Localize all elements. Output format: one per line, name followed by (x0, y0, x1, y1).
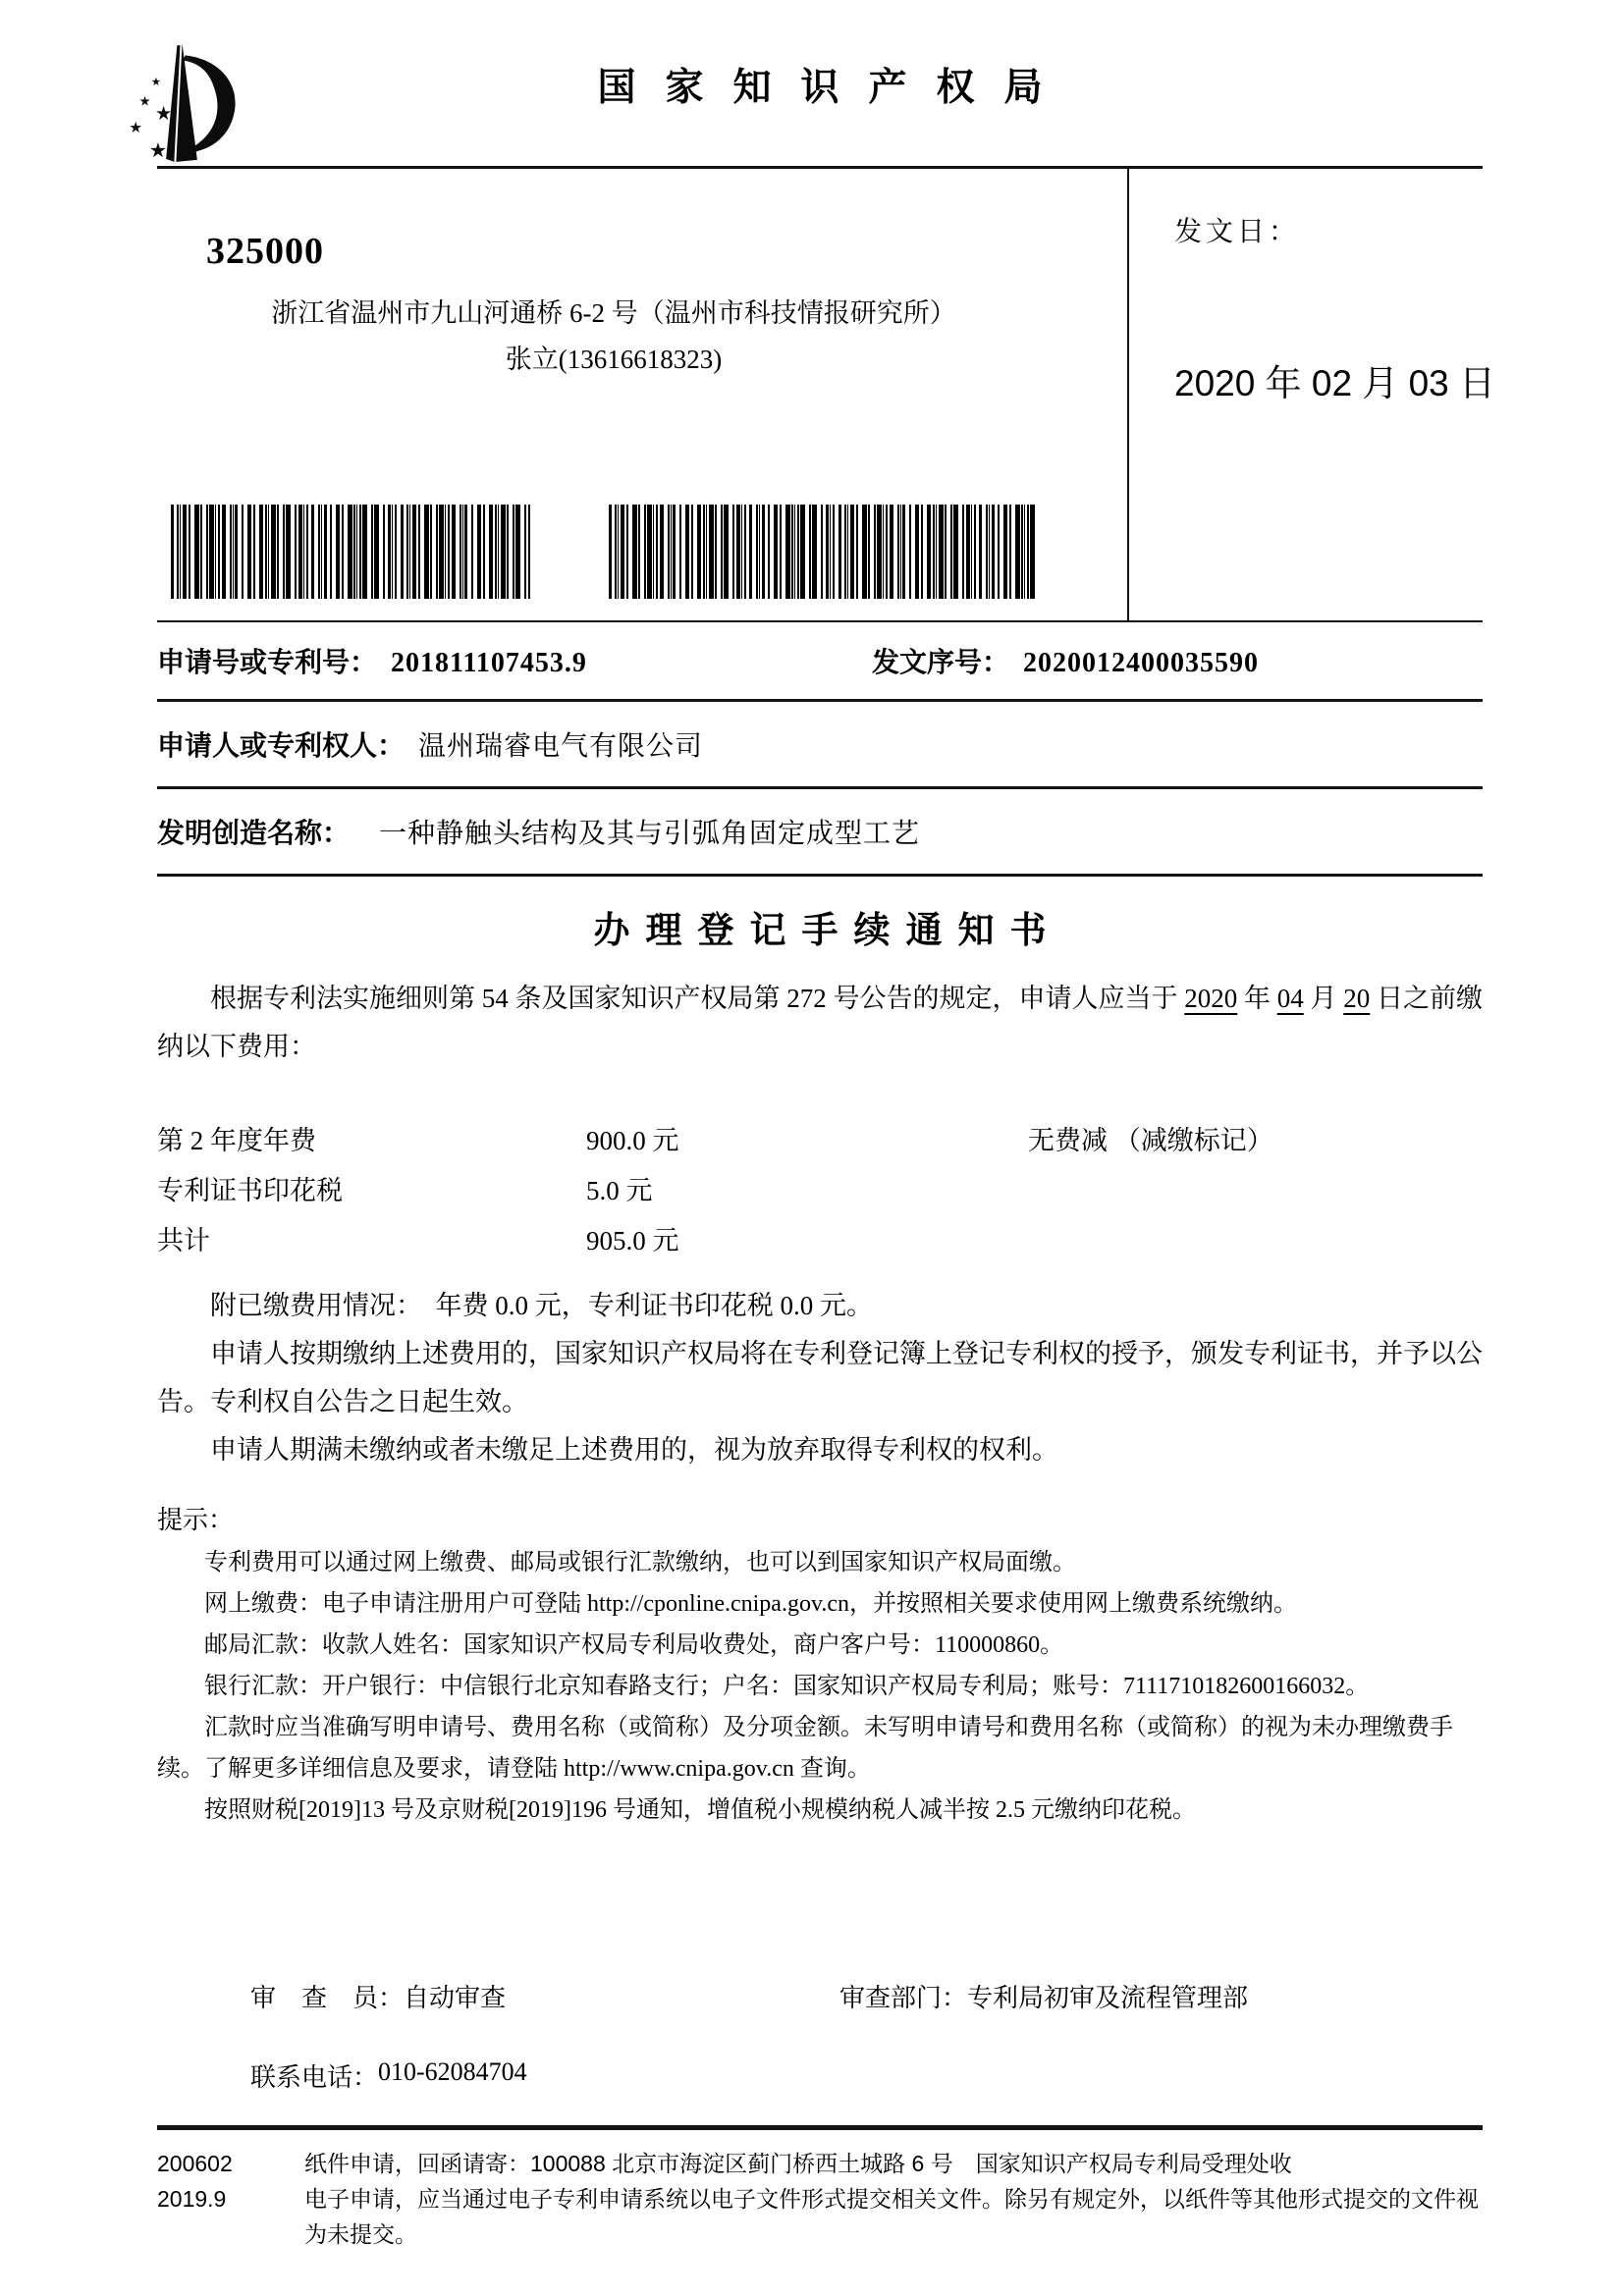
issue-date-value: 2020 年 02 月 03 日 (1174, 363, 1496, 403)
application-number-row (157, 622, 1483, 699)
deadline-paragraph (157, 975, 1483, 1071)
application-number-label: 申请号或专利号： (157, 648, 378, 678)
application-number-value: 201811107453.9 (391, 648, 587, 678)
grant-paragraph: 申请人按期缴纳上述费用的，国家知识产权局将在专利登记簿上登记专利权的授予，颁发专利证书，并予以公告。专利权自公告之日起生效。 (157, 1339, 1483, 1416)
fee-amount: 905.0 元 (586, 1226, 679, 1255)
tip-item: 专利费用可以通过网上缴费、邮局或银行汇款缴纳，也可以到国家知识产权局面缴。 (204, 1550, 1076, 1575)
deadline-text-prefix: 根据专利法实施细则第 54 条及国家知识产权局第 272 号公告的规定，申请人应当于 (210, 984, 1185, 1013)
deadline-day: 20 (1343, 984, 1371, 1013)
applicant-row (157, 702, 1483, 786)
recipient-address: 浙江省温州市九山河通桥 6-2 号（温州市科技情报研究所） (271, 298, 956, 328)
form-version: 2019.9 (157, 2186, 227, 2212)
fee-reduction-note: 无费减 （减缴标记） (1028, 1126, 1273, 1155)
fee-row-annual (157, 1116, 1483, 1166)
serial-number-label: 发文序号： (872, 648, 1010, 678)
recipient-section (157, 169, 1496, 620)
footer-efiling-line: 电子申请，应当通过电子专利申请系统以电子文件形式提交相关文件。除另有规定外，以纸件等其他形式提交的文件视为未提交。 (304, 2186, 1479, 2247)
invention-title-row (157, 789, 1483, 874)
invention-title-label: 发明创造名称： (157, 819, 351, 849)
fee-note (1028, 1166, 1483, 1216)
fee-table (157, 1116, 1483, 1266)
examiner-label: 审 查 员： (250, 1984, 405, 2012)
barcode-right (609, 505, 1039, 599)
review-section (250, 1978, 1483, 2014)
issue-date-box (1127, 169, 1496, 620)
notice-title: 办理登记手续通知书 (593, 911, 1062, 951)
applicant-label: 申请人或专利权人： (157, 731, 406, 762)
fee-name: 第 2 年度年费 (157, 1126, 316, 1155)
fee-note (1028, 1216, 1483, 1266)
deadline-month: 04 (1276, 984, 1304, 1013)
contact-phone-value: 010-62084704 (378, 2057, 527, 2086)
svg-text:★: ★ (138, 93, 151, 109)
section-rule (157, 874, 1483, 877)
recipient-block (157, 169, 1127, 620)
deadline-text-suffix: 之前缴纳以下费用： (157, 984, 1483, 1061)
barcode-left (171, 505, 530, 599)
issue-date-label: 发文日： (1174, 217, 1301, 247)
svg-text:★: ★ (148, 139, 168, 162)
fee-amount: 900.0 元 (586, 1126, 679, 1155)
footer-section (157, 2146, 1483, 2252)
deadline-year-unit: 年 (1237, 984, 1277, 1013)
forfeit-paragraph: 申请人期满未缴纳或者未缴足上述费用的，视为放弃取得专利权的权利。 (210, 1435, 1058, 1465)
invention-title-value: 一种静触头结构及其与引弧角固定成型工艺 (379, 819, 921, 849)
deadline-year: 2020 (1184, 984, 1238, 1013)
svg-text:★: ★ (129, 120, 143, 137)
contact-phone-label: 联系电话： (250, 2063, 379, 2092)
cnipa-logo-icon (110, 39, 252, 165)
tips-list (157, 1542, 1483, 1831)
footer-paper-line: 纸件申请，回函请寄：100088 北京市海淀区蓟门桥西土城路 6 号 国家知识产权局专利局受理处收 (304, 2151, 1292, 2176)
deadline-day-unit: 日 (1370, 984, 1403, 1013)
tip-item: 银行汇款：开户银行：中信银行北京知春路支行；户名：国家知识产权局专利局；账号：7111710182600166032。 (204, 1674, 1370, 1699)
fee-amount: 5.0 元 (586, 1176, 653, 1205)
tip-item: 按照财税[2019]13 号及京财税[2019]196 号通知，增值税小规模纳税人减半按 2.5 元缴纳印花税。 (204, 1797, 1196, 1823)
barcode-row (171, 505, 1127, 599)
paid-fees-note: 附已缴费用情况： 年费 0.0 元，专利证书印花税 0.0 元。 (210, 1291, 873, 1320)
tips-heading: 提示： (157, 1506, 235, 1534)
recipient-contact: 张立(13616618323) (505, 345, 723, 374)
tip-item: 汇款时应当准确写明申请号、费用名称（或简称）及分项金额。未写明申请号和费用名称（或简称）的视为未办理缴费手续。了解更多详细信息及要求，请登陆 http://www.cnipa.gov.cn 查询。 (157, 1715, 1453, 1782)
form-code: 200602 (157, 2151, 233, 2176)
fee-name: 专利证书印花税 (157, 1176, 343, 1205)
fee-row-total (157, 1216, 1483, 1266)
fee-row-stamp-tax (157, 1166, 1483, 1216)
footer-rule (157, 2125, 1483, 2130)
agency-title: 国家知识产权局 (597, 67, 1072, 109)
tip-item: 网上缴费：电子申请注册用户可登陆 http://cponline.cnipa.gov.cn，并按照相关要求使用网上缴费系统缴纳。 (204, 1591, 1298, 1617)
tip-item: 邮局汇款：收款人姓名：国家知识产权局专利局收费处，商户客户号：110000860。 (204, 1632, 1064, 1658)
contact-phone-row (250, 2057, 1483, 2094)
serial-number-value: 2020012400035590 (1023, 648, 1260, 678)
deadline-month-unit: 月 (1303, 984, 1344, 1013)
document-header (129, 0, 1483, 166)
review-department-value: 专利局初审及流程管理部 (967, 1984, 1249, 2012)
svg-text:★: ★ (154, 103, 173, 125)
review-department-label: 审查部门： (839, 1984, 968, 2012)
postal-code: 325000 (206, 231, 324, 272)
fee-name: 共计 (157, 1226, 210, 1255)
applicant-value: 温州瑞睿电气有限公司 (418, 731, 704, 762)
svg-text:★: ★ (150, 77, 161, 89)
examiner-value: 自动审查 (404, 1984, 507, 2012)
